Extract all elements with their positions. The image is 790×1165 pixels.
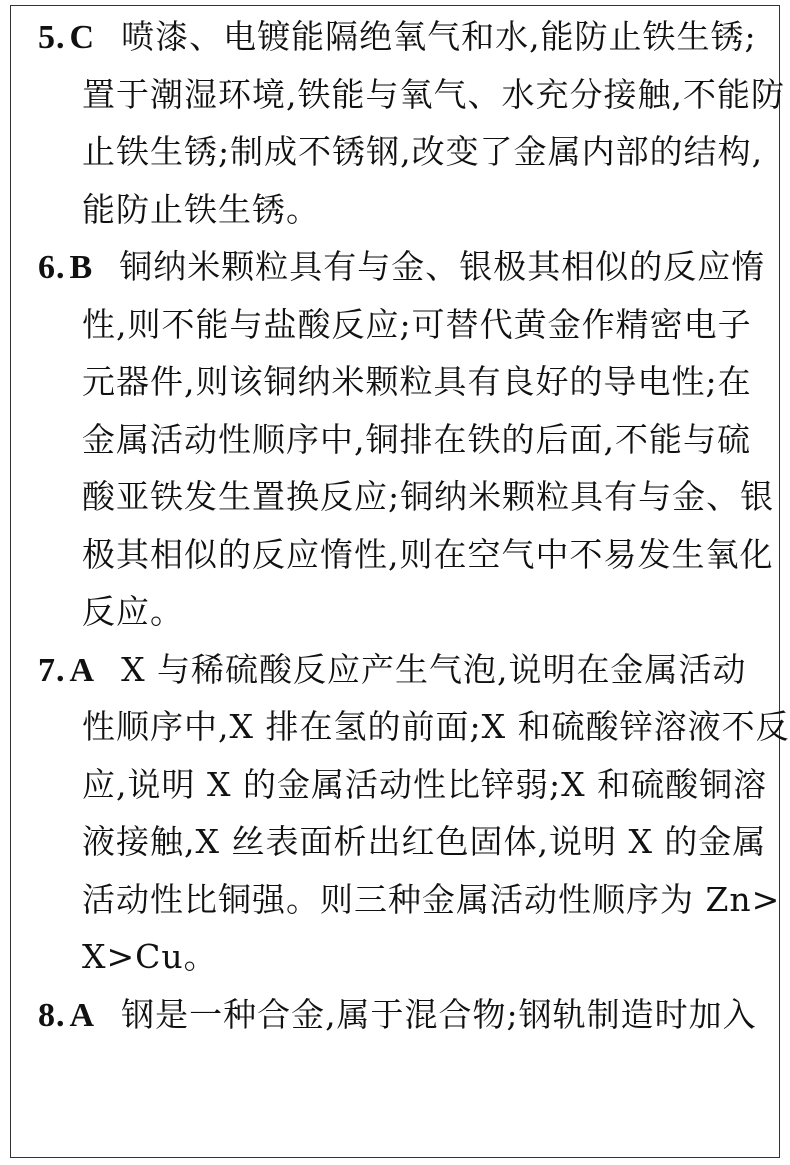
answer-line xyxy=(38,641,778,699)
answer-letter: B xyxy=(69,249,94,286)
answer-line xyxy=(38,238,778,296)
question-number: 8. xyxy=(38,996,66,1034)
answer-line: 置于潮湿环境,铁能与氧气、水充分接触,不能防 xyxy=(82,74,785,114)
question-number: 5. xyxy=(38,19,66,56)
answer-line: X>Cu。 xyxy=(82,937,218,976)
answer-text: 铜纳米颗粒具有与金、银极其相似的反应惰 xyxy=(119,247,766,286)
answer-line: 元器件,则该铜纳米颗粒具有良好的导电性;在 xyxy=(82,362,752,401)
answer-text: X 与稀硫酸反应产生气泡,说明在金属活动 xyxy=(121,649,747,689)
answer-line: 极其相似的反应惰性,则在空气中不易发生氧化 xyxy=(82,534,774,574)
answer-line: 酸亚铁发生置换反应;铜纳米颗粒具有与金、银 xyxy=(82,477,775,516)
answer-item-7 xyxy=(38,641,790,986)
answer-line xyxy=(38,8,778,66)
answer-item-8 xyxy=(38,986,778,1044)
answer-line: 反应。 xyxy=(82,592,184,631)
answer-line: 金属活动性顺序中,铜排在铁的后面,不能与硫 xyxy=(82,419,751,459)
answer-line: 应,说明 X 的金属活动性比锌弱;X 和硫酸铜溶 xyxy=(82,764,768,804)
answer-item-5 xyxy=(38,8,785,238)
answer-line: 性顺序中,X 排在氢的前面;X 和硫酸锌溶液不反 xyxy=(82,707,790,746)
answer-letter: A xyxy=(69,651,96,689)
question-number: 6. xyxy=(38,249,66,286)
answer-frame xyxy=(10,5,790,1158)
answer-line xyxy=(38,986,778,1044)
answer-item-6 xyxy=(38,238,778,641)
answer-line: 活动性比铜强。则三种金属活动性顺序为 Zn> xyxy=(82,879,781,919)
answer-text: 喷漆、电镀能隔绝氧气和水,能防止铁生锈; xyxy=(121,17,757,56)
answer-letter: A xyxy=(69,996,96,1034)
answer-line: 液接触,X 丝表面析出红色固体,说明 X 的金属 xyxy=(82,822,767,861)
answer-line: 性,则不能与盐酸反应;可替代黄金作精密电子 xyxy=(82,304,752,344)
answer-text: 钢是一种合金,属于混合物;钢轨制造时加入 xyxy=(121,994,757,1034)
answer-content xyxy=(38,8,790,1043)
question-number: 7. xyxy=(38,651,66,689)
answer-line: 止铁生锈;制成不锈钢,改变了金属内部的结构, xyxy=(82,132,764,171)
answer-line: 能防止铁生锈。 xyxy=(82,189,320,229)
answer-letter: C xyxy=(69,19,96,56)
